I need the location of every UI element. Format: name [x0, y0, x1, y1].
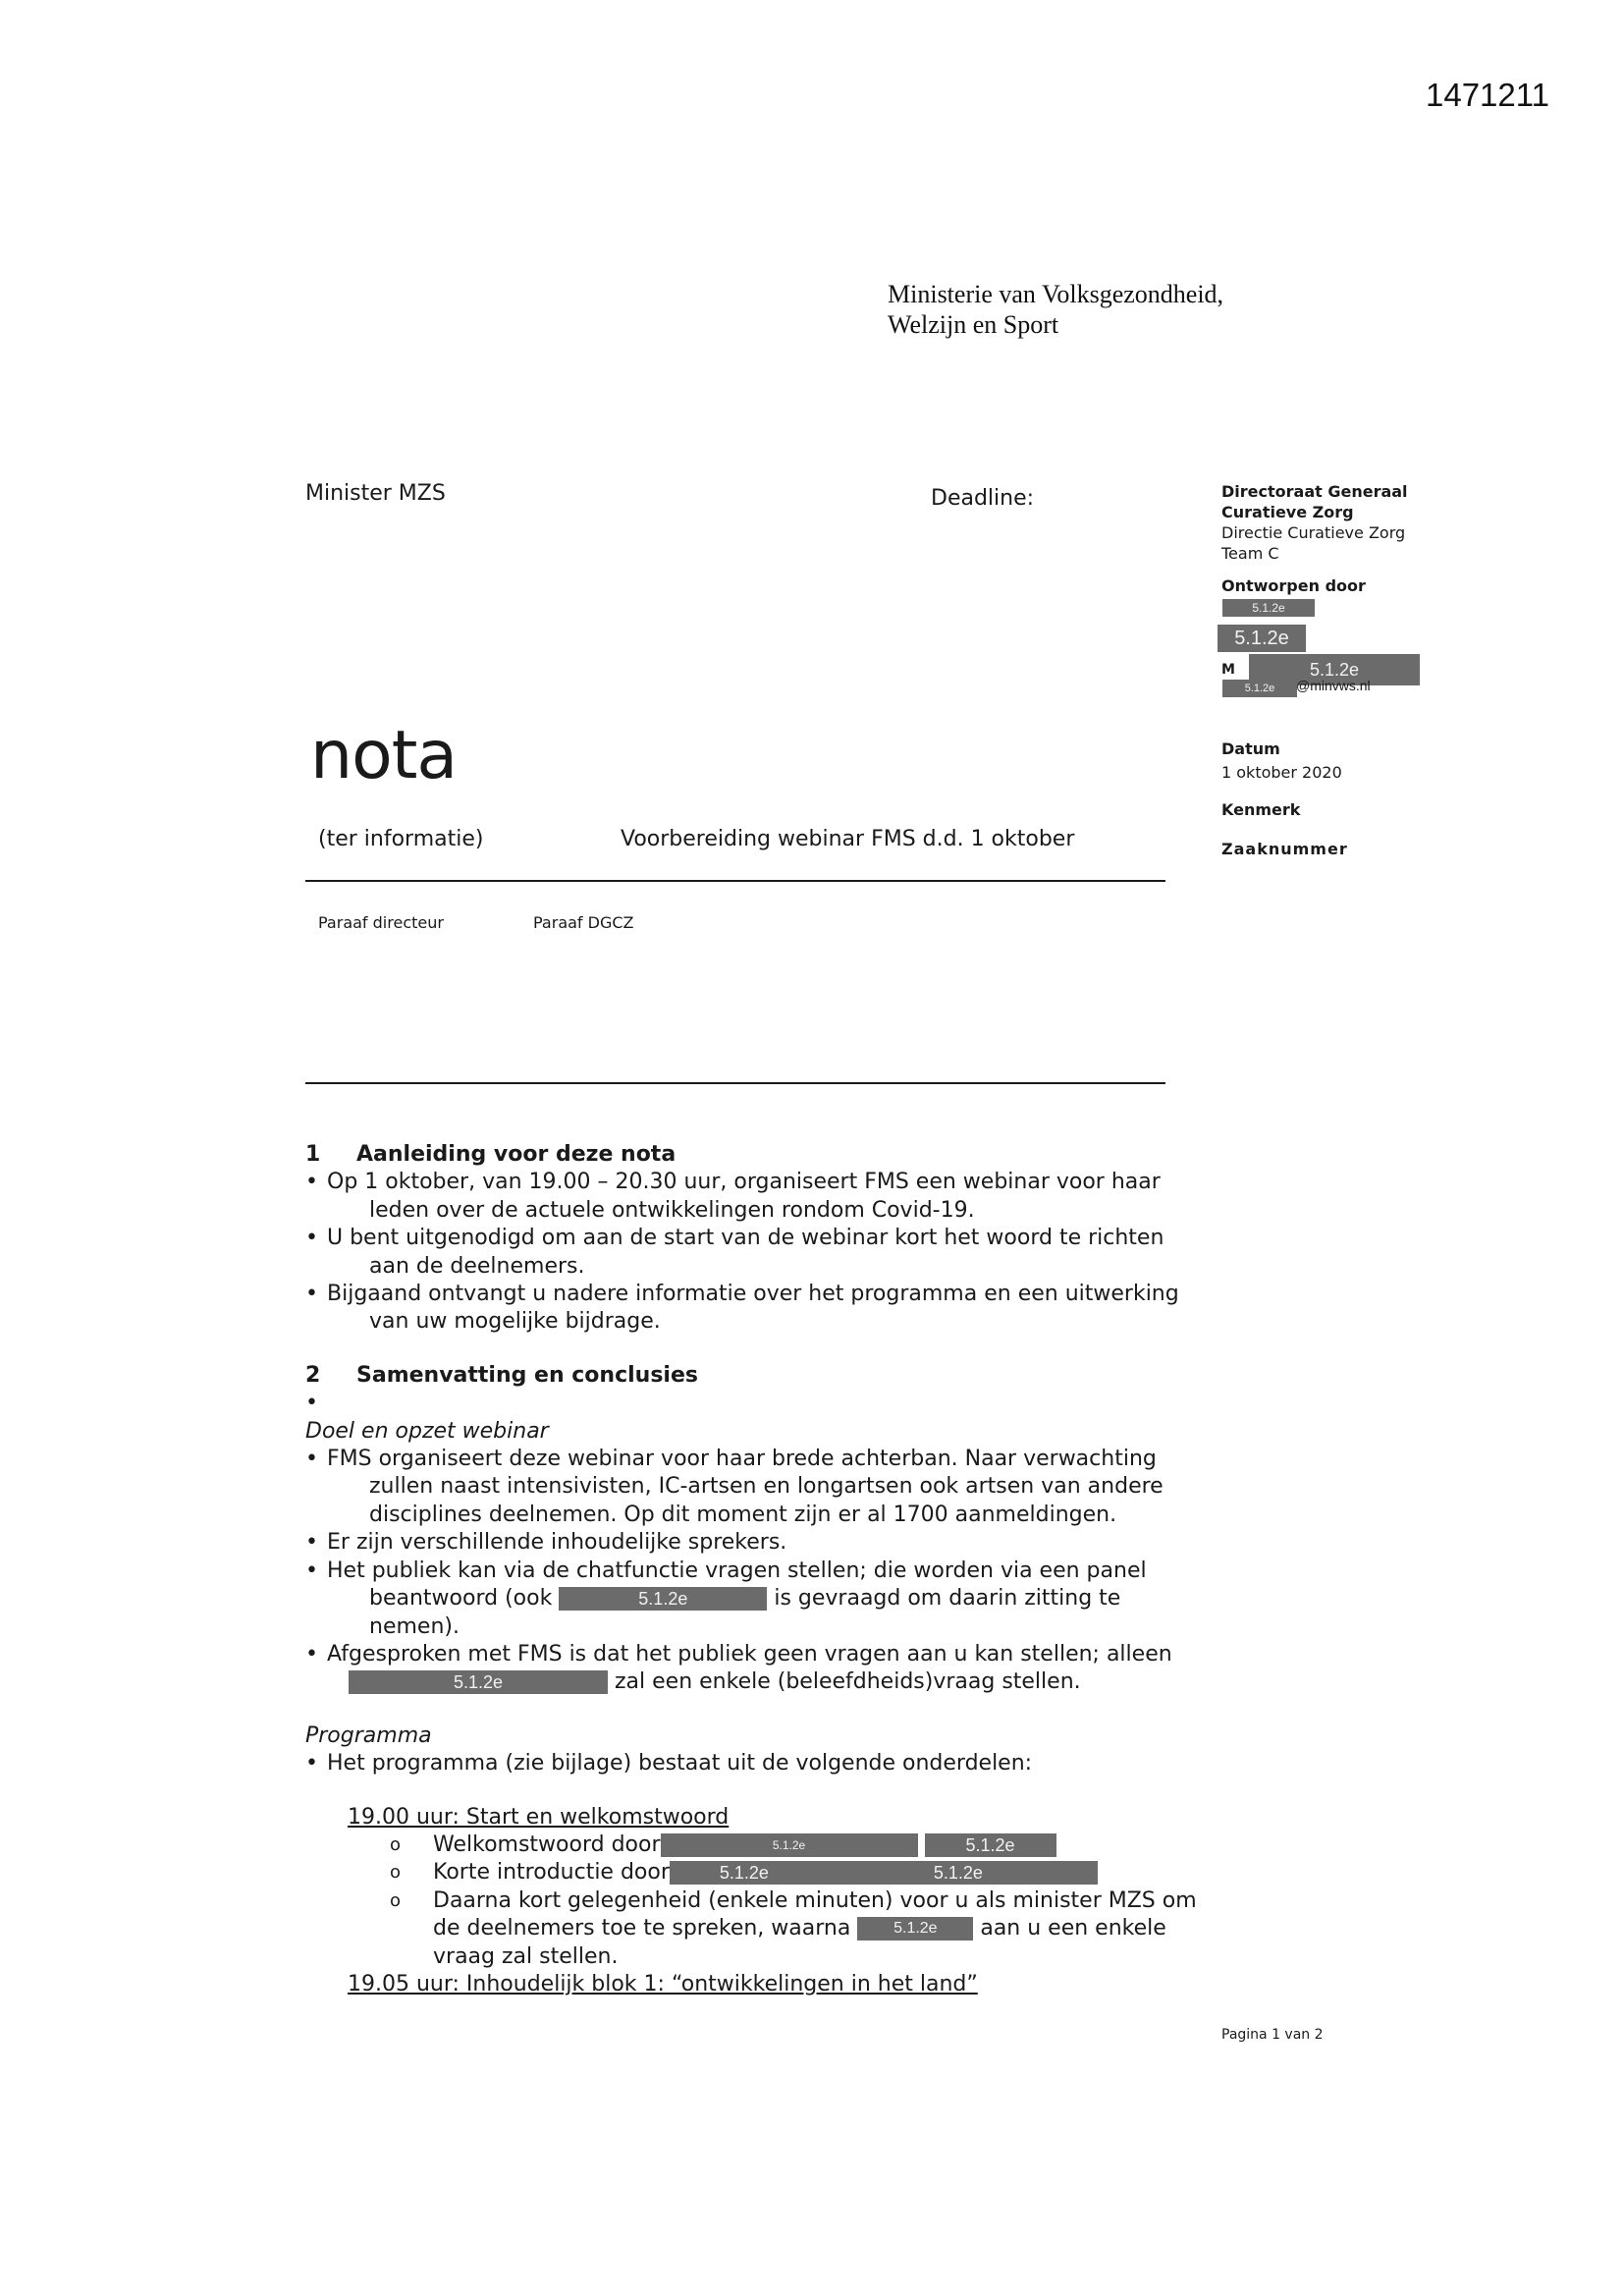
note-type: (ter informatie): [318, 827, 484, 851]
sub-item: o Welkomstwoord door 5.1.2e 5.1.2e: [305, 1831, 1209, 1859]
org-block: Directoraat Generaal Curatieve Zorg Directie Curatieve Zorg Team C: [1221, 482, 1408, 563]
redaction: 5.1.2e: [349, 1670, 608, 1694]
redaction: 5.1.2e: [559, 1587, 767, 1611]
divider: [305, 1082, 1165, 1084]
list-item: • Bijgaand ontvangt u nadere informatie over het programma en een uitwerking van uw mogelijke bijdrage.: [305, 1281, 1209, 1337]
program-heading: Programma: [305, 1722, 432, 1748]
mobile-label: M: [1221, 662, 1235, 678]
date-value: 1 oktober 2020: [1221, 763, 1342, 782]
list-item: • Afgesproken met FMS is dat het publiek geen vragen aan u kan stellen; alleen 5.1.2e zal een enkele (beleefdheids)vraag stellen.: [305, 1641, 1209, 1697]
paraaf-dgcz: Paraaf DGCZ: [533, 913, 634, 932]
deadline-label: Deadline:: [931, 486, 1035, 511]
subject: Voorbereiding webinar FMS d.d. 1 oktober: [621, 827, 1075, 851]
reference-label: Kenmerk: [1221, 800, 1301, 819]
email-suffix: @minvws.nl: [1296, 678, 1371, 693]
sub-item: o Korte introductie door 5.1.2e 5.1.2e: [305, 1859, 1209, 1886]
redaction: 5.1.2e: [857, 1917, 973, 1941]
page-number: Pagina 1 van 2: [1221, 2027, 1324, 2043]
document-number: 1471211: [1426, 77, 1550, 113]
case-number-label: Zaaknummer: [1221, 840, 1348, 858]
list-item: • Het publiek kan via de chatfunctie vragen stellen; die worden via een panel beantwoord (ook 5.1.2e is gevraagd om daarin zitting te nemen).: [305, 1558, 1209, 1641]
note-body: [305, 1141, 1209, 1998]
addressee: Minister MZS: [305, 481, 446, 506]
redaction: 5.1.2e: [1222, 680, 1297, 697]
list-item: • FMS organiseert deze webinar voor haar brede achterban. Naar verwachting zullen naast intensivisten, IC-artsen en longartsen ook artsen van andere disciplines deelnemen. Op dit moment zijn er al 1700 aanmeldingen.: [305, 1446, 1209, 1529]
list-item: • Op 1 oktober, van 19.00 – 20.30 uur, organiseert FMS een webinar voor haar leden over de actuele ontwikkelingen rondom Covid-19.: [305, 1169, 1209, 1225]
section-1-heading: 1 Aanleiding voor deze nota: [305, 1142, 677, 1167]
designed-by-label: Ontworpen door: [1221, 576, 1366, 595]
redaction: 5.1.2e: [925, 1833, 1056, 1857]
sub-item: o Daarna kort gelegenheid (enkele minuten) voor u als minister MZS om de deelnemers toe te spreken, waarna 5.1.2e aan u een enkele vraag zal stellen.: [305, 1887, 1209, 1971]
program-slot: 19.00 uur: Start en welkomstwoord: [348, 1804, 730, 1830]
list-item: • U bent uitgenodigd om aan de start van de webinar kort het woord te richten aan de deelnemers.: [305, 1225, 1209, 1281]
redaction: 5.1.2e: [670, 1861, 819, 1885]
divider: [305, 880, 1165, 882]
list-item: • Er zijn verschillende inhoudelijke sprekers.: [305, 1529, 1209, 1557]
goal-heading: Doel en opzet webinar: [305, 1418, 549, 1444]
redaction: 5.1.2e: [1249, 654, 1420, 685]
redaction: 5.1.2e: [819, 1861, 1098, 1885]
list-item: • Het programma (zie bijlage) bestaat uit de volgende onderdelen:: [305, 1750, 1209, 1777]
document-title: nota: [310, 717, 458, 794]
ministry-name: Ministerie van Volksgezondheid, Welzijn en Sport: [888, 280, 1224, 339]
date-label: Datum: [1221, 739, 1280, 758]
redaction: 5.1.2e: [1222, 599, 1315, 617]
program-slot: 19.05 uur: Inhoudelijk blok 1: “ontwikkelingen in het land”: [348, 1971, 978, 1996]
empty-list-item: [305, 1390, 1209, 1417]
section-2-heading: 2 Samenvatting en conclusies: [305, 1362, 698, 1388]
paraaf-director: Paraaf directeur: [318, 913, 444, 932]
redaction: 5.1.2e: [661, 1833, 918, 1857]
redaction: 5.1.2e: [1218, 625, 1306, 652]
